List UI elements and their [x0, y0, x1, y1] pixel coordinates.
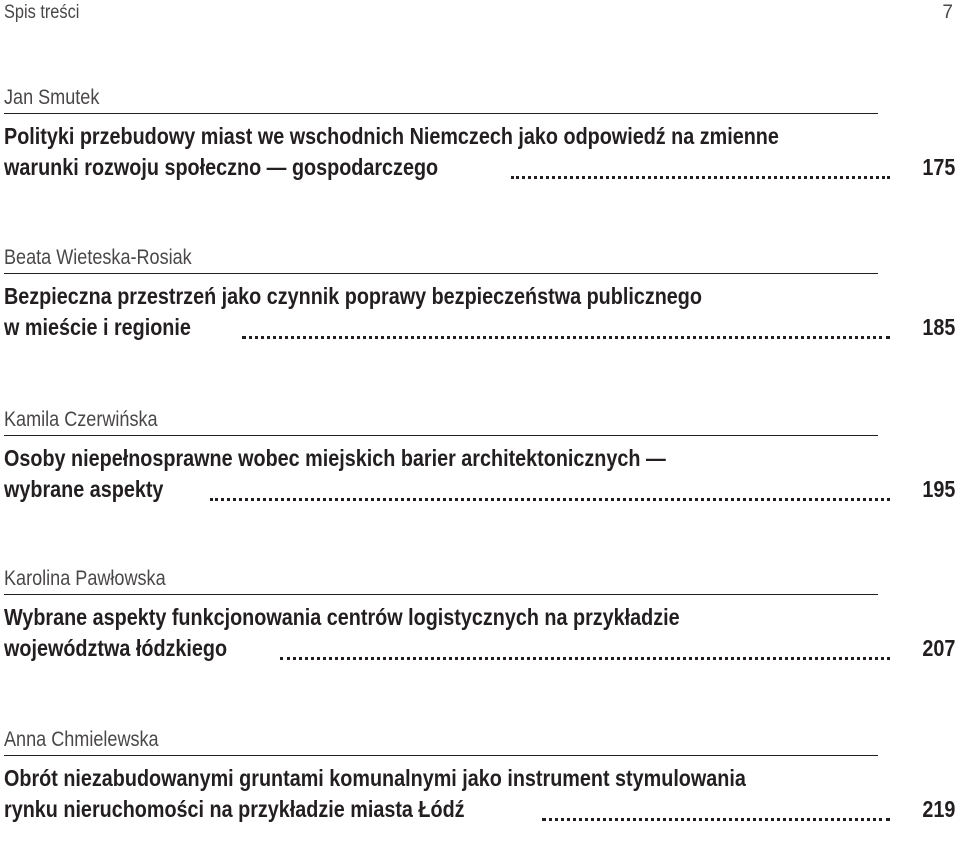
entry-page-number[interactable]: 207: [921, 635, 955, 661]
entry-author: Anna Chmielewska: [4, 728, 159, 751]
toc-entry[interactable]: [4, 567, 955, 687]
dot-leader: [280, 657, 890, 660]
entry-page-number[interactable]: 219: [921, 796, 955, 822]
author-rule: [4, 113, 878, 114]
entry-title-line-1[interactable]: Bezpieczna przestrzeń jako czynnik poprawy bezpieczeństwa publicznego: [4, 283, 702, 309]
entry-author: Kamila Czerwińska: [4, 408, 158, 431]
page-number: 7: [942, 2, 953, 23]
author-rule: [4, 755, 878, 756]
entry-author: Beata Wieteska-Rosiak: [4, 246, 192, 269]
entry-title-line-2[interactable]: rynku nieruchomości na przykładzie miasta Łódź: [4, 796, 465, 822]
entry-title-row: [4, 476, 892, 506]
entry-title-line-2[interactable]: województwa łódzkiego: [4, 635, 228, 661]
entry-title-row: [4, 796, 892, 826]
entry-page-number[interactable]: 175: [921, 154, 955, 180]
entry-author: Jan Smutek: [4, 86, 100, 109]
entry-title-line-2[interactable]: w mieście i regionie: [4, 314, 191, 340]
toc-entry[interactable]: [4, 246, 955, 366]
page-header: [4, 2, 953, 26]
entry-page-number[interactable]: 185: [921, 314, 955, 340]
entry-title-row: [4, 314, 892, 344]
entry-title-row: [4, 635, 892, 665]
author-rule: [4, 594, 878, 595]
entry-page-number[interactable]: 195: [921, 476, 955, 502]
entry-title-line-2[interactable]: wybrane aspekty: [4, 476, 164, 502]
toc-entry[interactable]: [4, 86, 955, 206]
toc-entry[interactable]: [4, 408, 955, 528]
author-rule: [4, 273, 878, 274]
running-title: Spis treści: [4, 2, 80, 23]
author-rule: [4, 435, 878, 436]
entry-title-line-1[interactable]: Wybrane aspekty funkcjonowania centrów logistycznych na przykładzie: [4, 604, 680, 630]
entry-title-line-1[interactable]: Polityki przebudowy miast we wschodnich Niemczech jako odpowiedź na zmienne: [4, 123, 779, 149]
dot-leader: [242, 336, 890, 339]
dot-leader: [542, 818, 890, 821]
entry-author: Karolina Pawłowska: [4, 567, 166, 590]
dot-leader: [511, 176, 890, 179]
dot-leader: [210, 498, 890, 501]
toc-entry[interactable]: [4, 728, 955, 848]
entry-title-row: [4, 154, 892, 184]
entry-title-line-1[interactable]: Osoby niepełnosprawne wobec miejskich barier architektonicznych —: [4, 445, 666, 471]
entry-title-line-2[interactable]: warunki rozwoju społeczno — gospodarczego: [4, 154, 439, 180]
entry-title-line-1[interactable]: Obrót niezabudowanymi gruntami komunalnymi jako instrument stymulowania: [4, 765, 746, 791]
